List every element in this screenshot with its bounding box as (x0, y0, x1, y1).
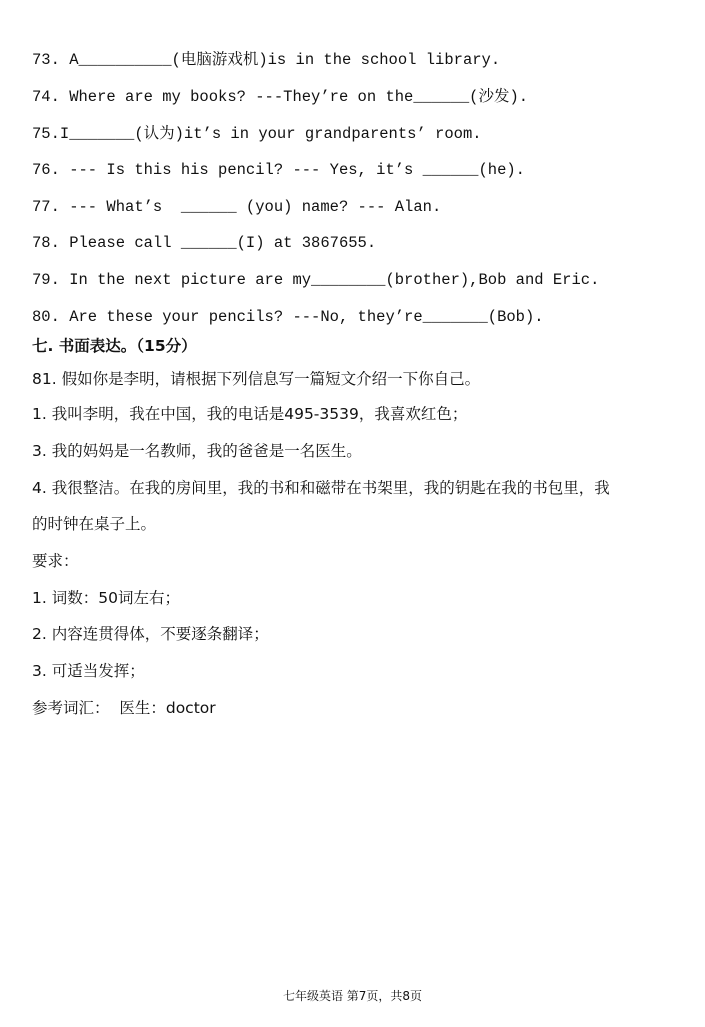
info-item-4-cont: 的时钟在桌子上。 (32, 515, 157, 533)
exercise-78: 78. Please call ______(I) at 3867655. (32, 234, 377, 252)
info-item-1: 1. 我叫李明，我在中国，我的电话是495-3539，我喜欢红色； (32, 405, 468, 423)
requirement-3: 3. 可适当发挥； (32, 662, 145, 680)
exercise-77: 77. --- What’s ______ (you) name? --- Alan. (32, 198, 442, 216)
info-item-4: 4. 我很整洁。在我的房间里，我的书和和磁带在书架里，我的钥匙在我的书包里，我 (32, 479, 610, 497)
exercise-80: 80. Are these your pencils? ---No, they’re_______(Bob). (32, 308, 544, 326)
exercise-73: 73. A__________(电脑游戏机)is in the school library. (32, 51, 501, 69)
exercise-79: 79. In the next picture are my________(brother),Bob and Eric. (32, 271, 600, 289)
exercise-76: 76. --- Is this his pencil? --- Yes, it’s ______(he). (32, 161, 525, 179)
vocab-reference: 参考词汇： 医生：doctor (32, 699, 216, 717)
info-item-3: 3. 我的妈妈是一名教师，我的爸爸是一名医生。 (32, 442, 362, 460)
requirement-2: 2. 内容连贯得体，不要逐条翻译； (32, 625, 269, 643)
page-footer: 七年级英语 第7页，共8页 (282, 989, 423, 1003)
exercise-74: 74. Where are my books? ---They’re on the______(沙发). (32, 88, 529, 106)
writing-prompt: 81. 假如你是李明，请根据下列信息写一篇短文介绍一下你自己。 (32, 370, 481, 388)
section-title: 七. 书面表达。（15分） (32, 337, 197, 355)
exercise-75: 75.I_______(认为)it’s in your grandparents’ room. (32, 125, 482, 143)
requirement-1: 1. 词数：50词左右； (32, 589, 180, 607)
requirements-title: 要求： (32, 552, 79, 570)
